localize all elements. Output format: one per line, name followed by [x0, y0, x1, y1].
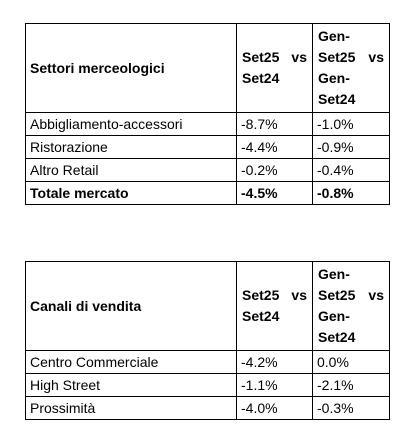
header-channel: Canali di vendita: [26, 262, 237, 351]
table-row: [26, 136, 390, 159]
ytd-change: -2.1%: [313, 374, 390, 397]
table-row: [26, 351, 390, 374]
table-header-row: [26, 24, 390, 113]
row-label: Altro Retail: [26, 159, 237, 182]
row-label: High Street: [26, 374, 237, 397]
month-change: -0.2%: [237, 159, 313, 182]
row-label: Prossimità: [26, 397, 237, 420]
header-ytd-comparison: Gen-Set25 vs Gen-Set24: [313, 262, 390, 351]
ytd-change: 0.0%: [313, 351, 390, 374]
header-sector: Settori merceologici: [26, 24, 237, 113]
month-change: -8.7%: [237, 113, 313, 136]
table-row: [26, 374, 390, 397]
ytd-change: -1.0%: [313, 113, 390, 136]
month-change: -4.0%: [237, 397, 313, 420]
total-row: [26, 182, 390, 205]
month-change: -4.5%: [237, 182, 313, 205]
ytd-change: -0.3%: [313, 397, 390, 420]
header-month-comparison: Set25 vs Set24: [237, 262, 313, 351]
table-row: [26, 397, 390, 420]
ytd-change: -0.4%: [313, 159, 390, 182]
row-label: Centro Commerciale: [26, 351, 237, 374]
channels-table: [25, 261, 390, 420]
month-change: -4.4%: [237, 136, 313, 159]
row-label: Abbigliamento-accessori: [26, 113, 237, 136]
ytd-change: -0.9%: [313, 136, 390, 159]
table-row: [26, 113, 390, 136]
header-month-comparison: Set25 vs Set24: [237, 24, 313, 113]
ytd-change: -0.8%: [313, 182, 390, 205]
row-label: Totale mercato: [26, 182, 237, 205]
row-label: Ristorazione: [26, 136, 237, 159]
table-header-row: [26, 262, 390, 351]
table-row: [26, 159, 390, 182]
month-change: -4.2%: [237, 351, 313, 374]
sectors-table: [25, 23, 390, 205]
header-ytd-comparison: Gen-Set25 vs Gen-Set24: [313, 24, 390, 113]
month-change: -1.1%: [237, 374, 313, 397]
